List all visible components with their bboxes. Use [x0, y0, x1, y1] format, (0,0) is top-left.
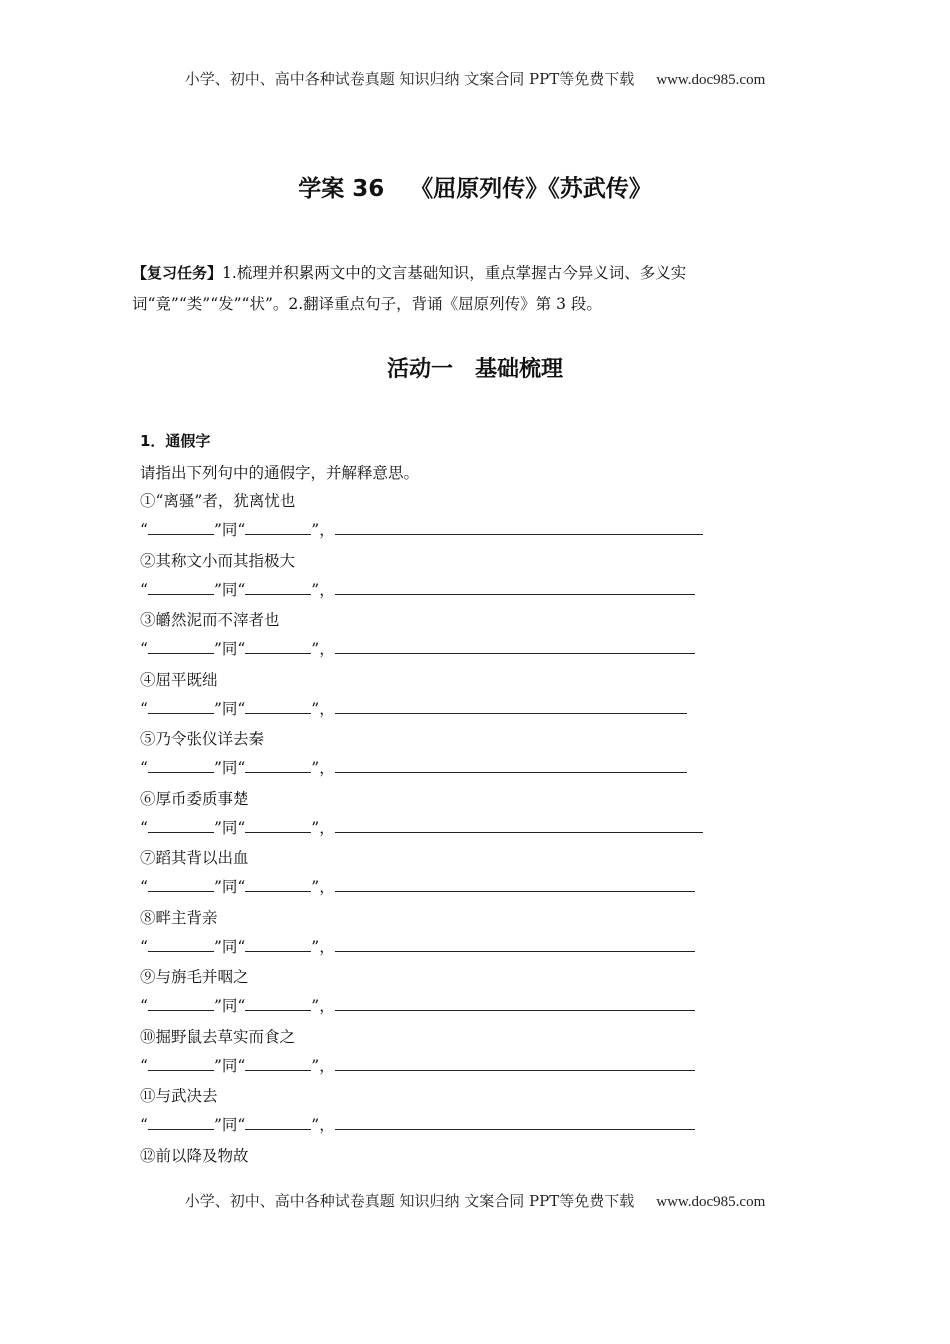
blank-standard-char[interactable] — [245, 578, 311, 595]
list-item — [140, 668, 780, 728]
blank-meaning[interactable] — [335, 518, 703, 535]
title-works: 《屈原列传》《苏武传》 — [410, 176, 652, 202]
page-title — [0, 170, 950, 203]
answer-line: “ ”同“ ”， — [140, 1113, 695, 1135]
list-item — [140, 727, 780, 787]
blank-meaning[interactable] — [335, 1054, 695, 1071]
blank-standard-char[interactable] — [245, 697, 311, 714]
blank-standard-char[interactable] — [245, 1113, 311, 1130]
blank-meaning[interactable] — [335, 875, 695, 892]
header-text: 小学、初中、高中各种试卷真题 知识归纳 文案合同 PPT等免费下载 — [184, 70, 635, 88]
review-task — [132, 258, 832, 320]
item-sentence: ⑫前以降及物故 — [140, 1146, 249, 1165]
item-sentence: ⑨与旃毛并咽之 — [140, 968, 249, 986]
blank-standard-char[interactable] — [245, 1054, 311, 1071]
page-footer — [0, 1190, 950, 1211]
blank-standard-char[interactable] — [245, 994, 311, 1011]
blank-meaning[interactable] — [335, 578, 695, 595]
item-sentence: ⑥厚币委质事楚 — [140, 789, 249, 808]
answer-line: “ ”同“ ”， — [140, 756, 687, 778]
header-site-link[interactable]: www.doc985.com — [656, 72, 766, 88]
list-item — [140, 846, 780, 906]
blank-meaning[interactable] — [335, 816, 703, 833]
section-title — [0, 352, 950, 383]
item-sentence: ④屈平既绌 — [140, 670, 218, 689]
item-sentence: ⑧畔主背亲 — [140, 908, 218, 927]
blank-original-char[interactable] — [148, 697, 214, 714]
answer-line: “ ”同“ ”， — [140, 875, 695, 897]
list-item — [140, 608, 780, 668]
answer-line: “ ”同“ ”， — [140, 935, 695, 957]
answer-line: “ ”同“ ”， — [140, 637, 695, 659]
list-item — [140, 965, 780, 1025]
blank-standard-char[interactable] — [245, 637, 311, 654]
blank-original-char[interactable] — [148, 875, 214, 892]
blank-original-char[interactable] — [148, 637, 214, 654]
footer-text: 小学、初中、高中各种试卷真题 知识归纳 文案合同 PPT等免费下载 — [184, 1192, 635, 1210]
item-sentence: ①“离骚”者，犹离忧也 — [140, 492, 296, 510]
blank-meaning[interactable] — [335, 637, 695, 654]
blank-standard-char[interactable] — [245, 816, 311, 833]
item-sentence: ⑪与武决去 — [140, 1087, 218, 1105]
section-title-part1: 活动一 — [386, 357, 453, 382]
list-item — [140, 1084, 780, 1144]
blank-meaning[interactable] — [335, 994, 695, 1011]
blank-standard-char[interactable] — [245, 935, 311, 952]
exercise-list — [140, 489, 780, 1203]
blank-meaning[interactable] — [335, 935, 695, 952]
answer-line: “ ”同“ ”， — [140, 578, 695, 600]
section-title-part2: 基础梳理 — [475, 357, 564, 382]
answer-line: “ ”同“ ”， — [140, 816, 703, 838]
page-header — [0, 68, 950, 89]
item-sentence: ⑩掘野鼠去草实而食之 — [140, 1027, 296, 1046]
list-item — [140, 549, 780, 609]
blank-standard-char[interactable] — [245, 875, 311, 892]
blank-meaning[interactable] — [335, 1113, 695, 1130]
blank-meaning[interactable] — [335, 756, 687, 773]
subsection-instruction: 请指出下列句中的通假字，并解释意思。 — [140, 464, 420, 482]
blank-standard-char[interactable] — [245, 756, 311, 773]
blank-original-char[interactable] — [148, 1113, 214, 1130]
blank-original-char[interactable] — [148, 1054, 214, 1071]
answer-line: “ ”同“ ”， — [140, 1054, 695, 1076]
item-sentence: ②其称文小而其指极大 — [140, 551, 296, 570]
review-task-text: 1.梳理并积累两文中的文言基础知识，重点掌握古今异义词、多义实词“竟”“类”“发”“状”。2.翻译重点句子，背诵《屈原列传》第 3 段。 — [132, 264, 687, 313]
answer-line: “ ”同“ ”， — [140, 994, 695, 1016]
item-sentence: ⑤乃令张仪详去秦 — [140, 730, 265, 748]
list-item — [140, 787, 780, 847]
subsection-heading: 1．通假字 — [140, 432, 211, 450]
list-item — [140, 489, 780, 549]
footer-site-link[interactable]: www.doc985.com — [656, 1194, 766, 1210]
blank-original-char[interactable] — [148, 994, 214, 1011]
blank-standard-char[interactable] — [245, 518, 311, 535]
blank-original-char[interactable] — [148, 935, 214, 952]
list-item — [140, 906, 780, 966]
blank-meaning[interactable] — [335, 697, 687, 714]
blank-original-char[interactable] — [148, 578, 214, 595]
item-sentence: ③皭然泥而不滓者也 — [140, 611, 280, 629]
item-sentence: ⑦蹈其背以出血 — [140, 849, 249, 867]
answer-line: “ ”同“ ”， — [140, 518, 703, 540]
list-item — [140, 1025, 780, 1085]
answer-line: “ ”同“ ”， — [140, 697, 687, 719]
blank-original-char[interactable] — [148, 816, 214, 833]
blank-original-char[interactable] — [148, 518, 214, 535]
blank-original-char[interactable] — [148, 756, 214, 773]
review-task-label: 【复习任务】 — [132, 264, 223, 282]
title-number: 学案 36 — [298, 176, 385, 202]
